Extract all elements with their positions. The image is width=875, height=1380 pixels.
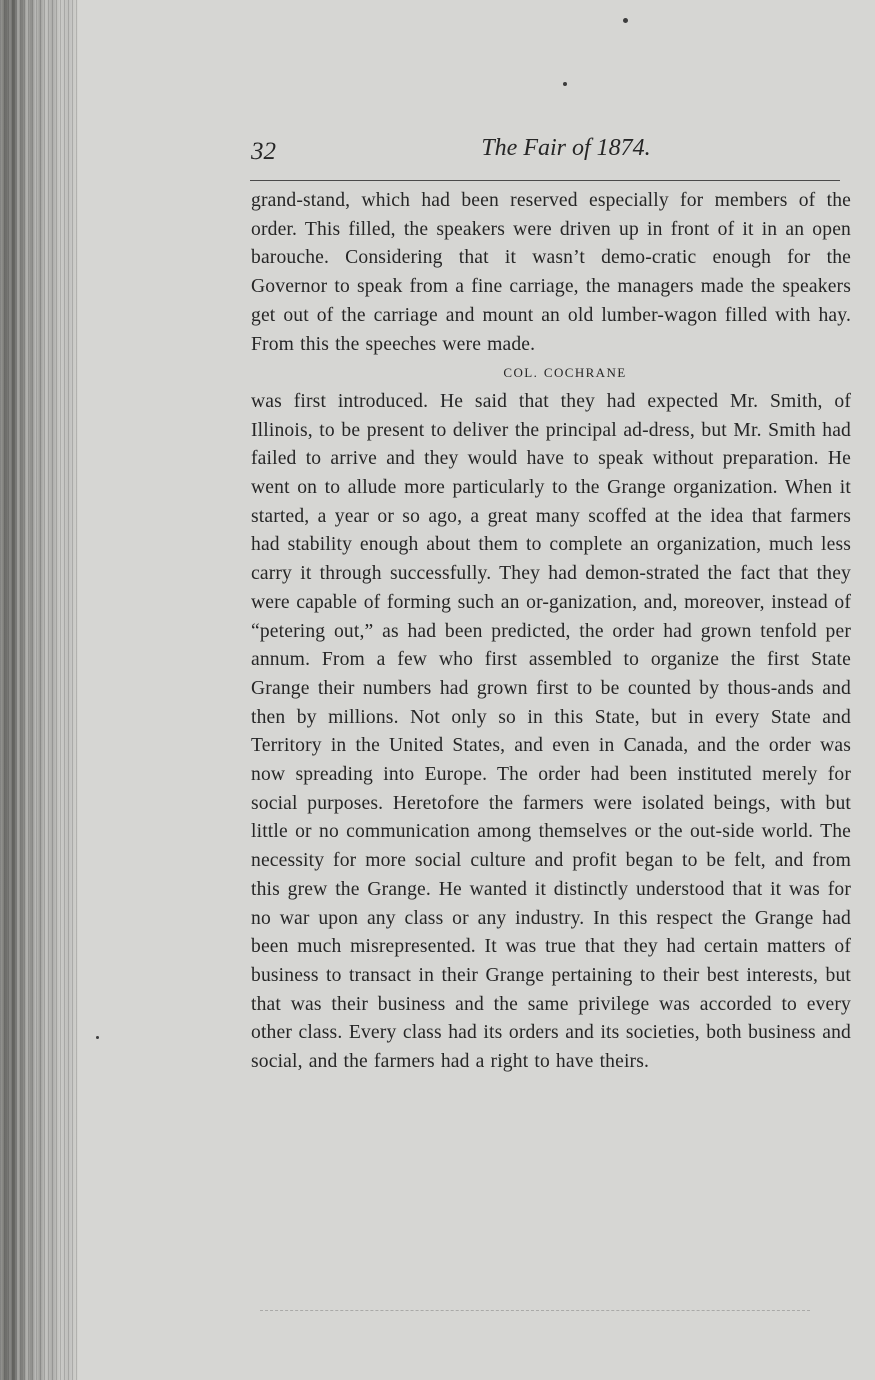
header-rule bbox=[250, 180, 840, 181]
ink-speck bbox=[563, 82, 567, 86]
page-number: 32 bbox=[251, 138, 276, 165]
ink-speck bbox=[96, 1036, 99, 1039]
running-title: The Fair of 1874. bbox=[481, 135, 651, 161]
book-spine-edge bbox=[0, 0, 78, 1380]
paragraph-intro: grand-stand, which had been reserved especially for members of the order. This filled, the speakers were driven up in front of it in an open barouche. Considering that it wasn’t demo-cratic enough for the Governor to speak from a fine carriage, the managers made the speakers get out of the carriage and mount an old lumber-wagon filled with hay. From this the speeches were made. bbox=[251, 190, 851, 355]
ink-speck bbox=[623, 18, 628, 23]
bleed-through-rule bbox=[260, 1310, 810, 1311]
page-header bbox=[251, 132, 841, 172]
paragraph-speech: was first introduced. He said that they had expected Mr. Smith, of Illinois, to be present to deliver the principal ad-dress, but Mr. Smith had failed to arrive and they would have to speak without preparation. He went on to allude more particularly to the Grange organization. When it started, a year or so ago, a great many scoffed at the idea that farmers had stability enough about them to complete an organization, much less carry it through successfully. They had demon-strated the fact that they were capable of forming such an or-ganization, and, moreover, instead of “petering out,” as had been predicted, the order had grown tenfold per annum. From a few who first assembled to organize the first State Grange their numbers had grown first to be counted by thous-ands and then by millions. Not only so in this State, but in every State and Territory in the United States, and even in Canada, and the order was now spreading into Europe. The order had been instituted merely for social purposes. Heretofore the farmers were isolated beings, with but little or no communication among themselves or the out-side world. The necessity for more social culture and profit began to be felt, and from this grew the Grange. He wanted it distinctly understood that it was for no war upon any class or any industry. In this respect the Grange had been much misrepresented. It was true that they had certain matters of business to transact in their Grange pertaining to their best interests, but that was their business and the same privilege was accorded to every other class. Every class had its orders and its societies, both business and social, and the farmers had a right to have theirs. bbox=[251, 390, 851, 1073]
page-body bbox=[251, 187, 851, 1077]
section-heading: COL. COCHRANE bbox=[503, 365, 627, 381]
